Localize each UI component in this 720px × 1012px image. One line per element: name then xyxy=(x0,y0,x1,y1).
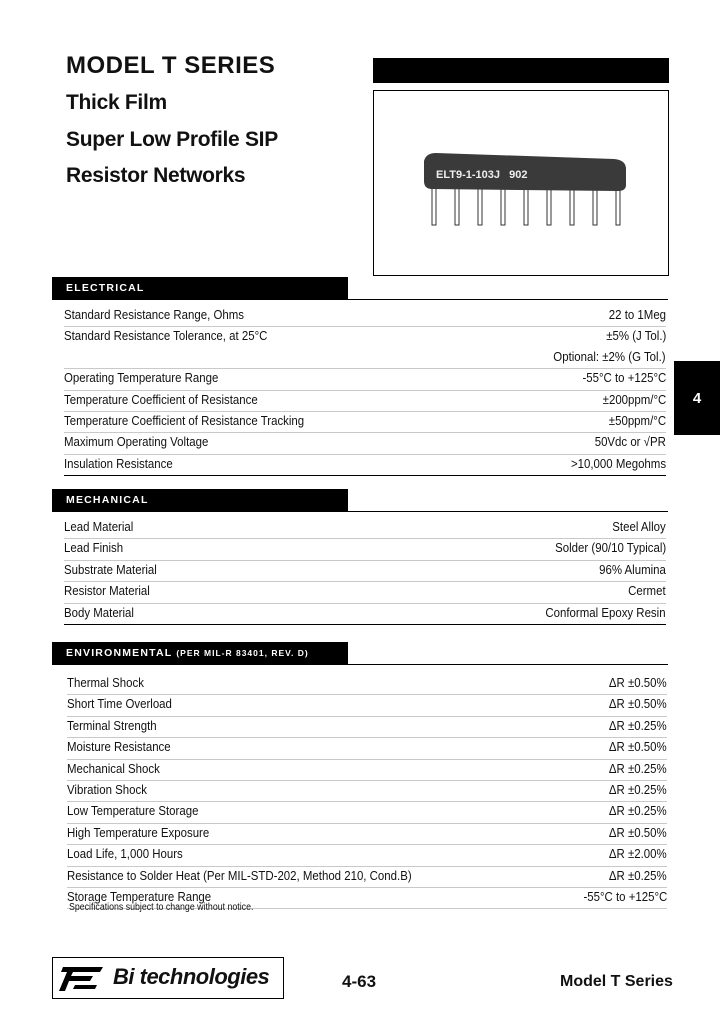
row-value: ΔR ±2.00% xyxy=(609,846,667,862)
environmental-heading-note: (PER MIL-R 83401, REV. D) xyxy=(176,648,309,658)
row-label: Terminal Strength xyxy=(67,717,157,733)
section-divider xyxy=(52,299,668,300)
row-value: 96% Alumina xyxy=(599,561,666,577)
row-value: ΔR ±0.25% xyxy=(609,717,667,733)
resistor-marking: ELT9-1-103J 902 xyxy=(436,169,528,181)
row-value: 50Vdc or √PR xyxy=(594,434,666,450)
row-label: Operating Temperature Range xyxy=(64,370,219,386)
table-row xyxy=(64,369,666,390)
row-value: 22 to 1Meg xyxy=(608,307,666,322)
environmental-heading-text: ENVIRONMENTAL xyxy=(66,647,173,659)
row-value: -55°C to +125°C xyxy=(582,370,666,386)
page-title: MODEL T SERIES xyxy=(66,52,276,79)
table-row xyxy=(67,802,667,823)
electrical-heading xyxy=(52,277,348,299)
table-row xyxy=(64,604,666,625)
company-logo xyxy=(52,957,284,999)
row-value: ΔR ±0.25% xyxy=(609,867,667,883)
row-value: ±200ppm/°C xyxy=(602,391,666,407)
product-photo xyxy=(373,90,669,276)
row-value: ΔR ±0.50% xyxy=(609,739,667,755)
row-label: Substrate Material xyxy=(64,561,157,577)
table-row xyxy=(67,760,667,781)
section-divider xyxy=(52,511,668,512)
table-row xyxy=(64,412,666,433)
table-row xyxy=(67,738,667,759)
environmental-heading xyxy=(52,642,348,664)
subtitle-line-2: Super Low Profile SIP xyxy=(66,128,278,151)
row-value: >10,000 Megohms xyxy=(570,455,666,471)
row-value: ±5% (J Tol.) xyxy=(605,328,666,344)
table-row xyxy=(64,391,666,412)
table-row xyxy=(64,348,666,369)
table-row xyxy=(64,327,666,347)
header-black-bar xyxy=(373,58,669,83)
table-row xyxy=(64,539,666,560)
row-label: Low Temperature Storage xyxy=(67,803,199,819)
table-row xyxy=(67,867,667,888)
row-value: -55°C to +125°C xyxy=(583,888,667,904)
mechanical-heading-text: MECHANICAL xyxy=(66,494,149,506)
subtitle-line-3: Resistor Networks xyxy=(66,164,246,187)
row-label: Mechanical Shock xyxy=(67,760,160,776)
row-label: Load Life, 1,000 Hours xyxy=(67,846,183,862)
row-label: Temperature Coefficient of Resistance xyxy=(64,391,258,407)
row-label: Maximum Operating Voltage xyxy=(64,434,209,450)
chapter-tab: 4 xyxy=(674,361,720,435)
row-label: Temperature Coefficient of Resistance Tracking xyxy=(64,412,305,428)
mechanical-table xyxy=(64,518,666,625)
footnote: Specifications subject to change without notice. xyxy=(69,902,254,913)
row-label: Lead Finish xyxy=(64,540,124,556)
row-value: ΔR ±0.50% xyxy=(609,696,667,712)
row-value: Cermet xyxy=(628,583,666,599)
page-number: 4-63 xyxy=(342,972,377,991)
row-label: Storage Temperature Range xyxy=(67,888,212,904)
sip-resistor-image xyxy=(374,91,668,275)
table-row xyxy=(67,781,667,802)
table-row xyxy=(67,695,667,716)
row-value: ΔR ±0.25% xyxy=(609,760,667,776)
row-value: Optional: ±2% (G Tol.) xyxy=(553,348,666,364)
row-label: Lead Material xyxy=(64,519,134,534)
row-value: Steel Alloy xyxy=(612,519,666,534)
row-value: ΔR ±0.25% xyxy=(609,781,667,797)
row-label: High Temperature Exposure xyxy=(67,824,210,840)
row-value: Solder (90/10 Typical) xyxy=(554,540,666,556)
row-value: ±50ppm/°C xyxy=(608,412,666,428)
electrical-heading-text: ELECTRICAL xyxy=(66,282,145,294)
mechanical-heading xyxy=(52,489,348,511)
table-row xyxy=(64,433,666,454)
bi-logo-mark-icon xyxy=(59,963,105,995)
table-row xyxy=(67,824,667,845)
row-label: Vibration Shock xyxy=(67,781,147,797)
table-row xyxy=(67,845,667,866)
row-value: ΔR ±0.25% xyxy=(609,803,667,819)
row-value: Conformal Epoxy Resin xyxy=(545,604,666,620)
row-label: Thermal Shock xyxy=(67,675,144,690)
table-row xyxy=(64,306,666,327)
row-label: Resistor Material xyxy=(64,583,150,599)
table-row xyxy=(64,518,666,539)
environmental-table xyxy=(67,674,667,909)
logo-text: Bi technologies xyxy=(113,964,270,989)
section-divider xyxy=(52,664,668,665)
table-row xyxy=(64,561,666,582)
footer-series-label: Model T Series xyxy=(560,973,673,990)
row-value: ΔR ±0.50% xyxy=(609,675,667,690)
electrical-table xyxy=(64,306,666,476)
table-row xyxy=(64,582,666,603)
table-row xyxy=(64,455,666,476)
row-label: Standard Resistance Range, Ohms xyxy=(64,307,244,322)
row-label: Insulation Resistance xyxy=(64,455,173,471)
row-value: ΔR ±0.50% xyxy=(609,824,667,840)
table-row xyxy=(67,717,667,738)
row-label: Short Time Overload xyxy=(67,696,172,712)
row-label: Moisture Resistance xyxy=(67,739,171,755)
row-label: Standard Resistance Tolerance, at 25°C xyxy=(64,328,268,344)
row-label: Body Material xyxy=(64,604,134,620)
row-label: Resistance to Solder Heat (Per MIL-STD-202, Method 210, Cond.B) xyxy=(67,867,412,883)
subtitle-line-1: Thick Film xyxy=(66,91,167,114)
table-row xyxy=(67,674,667,695)
